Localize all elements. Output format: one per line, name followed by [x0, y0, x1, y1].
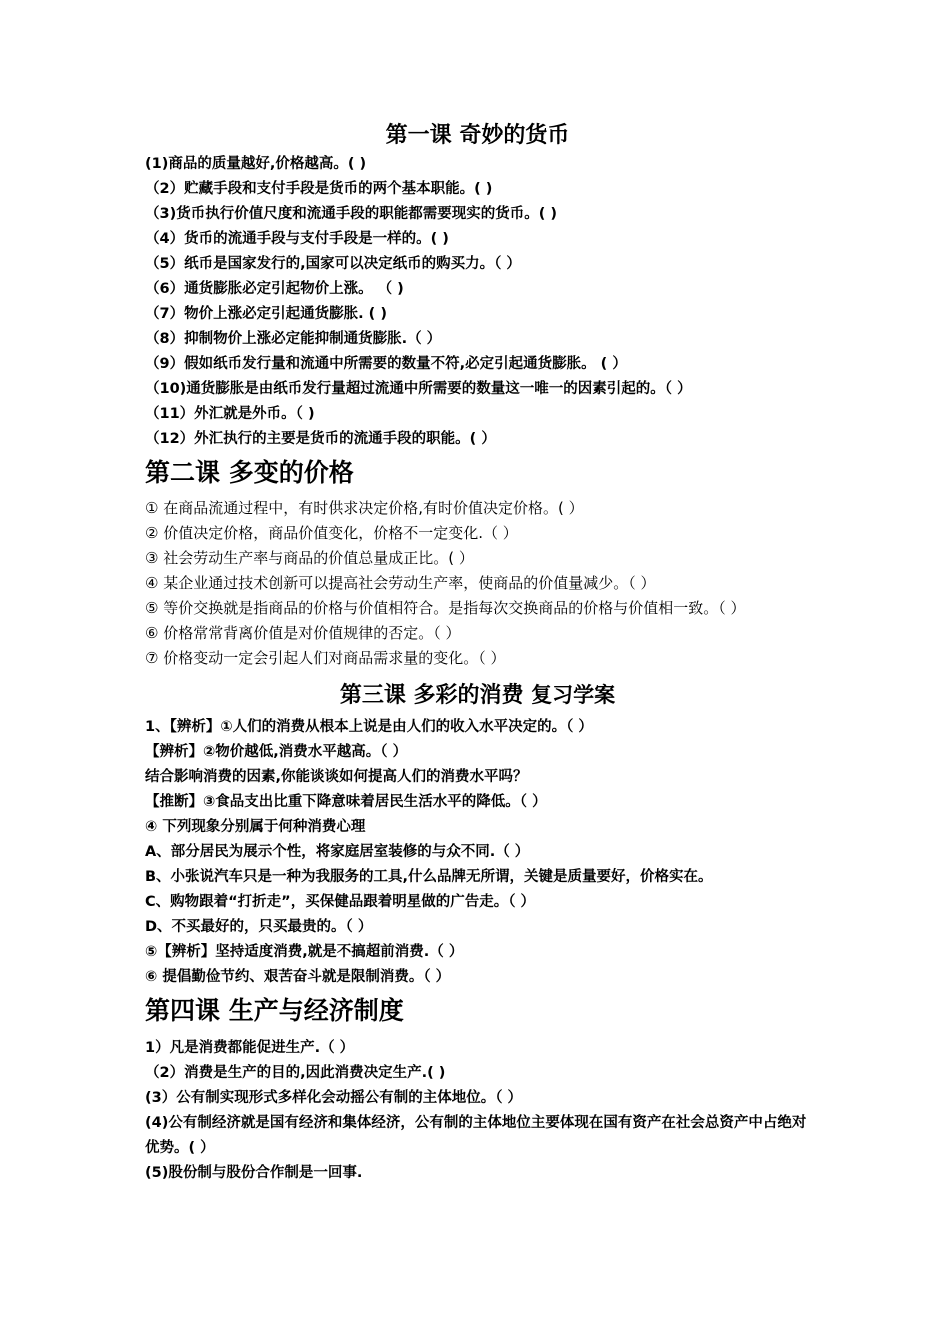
lesson3-title: 第三课 多彩的消费	[339, 683, 532, 708]
lesson3-item: D、不买最好的，只买最贵的。（ ）	[145, 919, 373, 935]
lesson1-item: （4）货币的流通手段与支付手段是一样的。( )	[145, 231, 449, 247]
lesson2-item: ① 在商品流通过程中，有时供求决定价格,有时价值决定价格。( ）	[145, 499, 584, 517]
lesson2-item: ③ 社会劳动生产率与商品的价值总量成正比。( ）	[145, 549, 474, 567]
lesson3-item: ⑥ 提倡勤俭节约、艰苦奋斗就是限制消费。（ ）	[145, 969, 451, 985]
lesson3-item: 【推断】③食品支出比重下降意味着居民生活水平的降低。（ ）	[145, 794, 547, 810]
lesson2-section	[145, 452, 810, 671]
lesson4-item: （2）消费是生产的目的,因此消费决定生产.( )	[145, 1065, 446, 1081]
lesson4-item: (5)股份制与股份合作制是一回事.	[145, 1165, 363, 1181]
lesson4-section	[145, 990, 810, 1186]
lesson4-title: 第四课 生产与经济制度	[145, 996, 404, 1025]
lesson3-item: 1、【辨析】①人们的消费从根本上说是由人们的收入水平决定的。（ ）	[145, 719, 593, 735]
lesson1-item: （6）通货膨胀必定引起物价上涨。 （ )	[145, 281, 404, 297]
lesson1-item: （10)通货膨胀是由纸币发行量超过流通中所需要的数量这一唯一的因素引起的。（ ）	[145, 381, 692, 397]
lesson3-item: 结合影响消费的因素,你能谈谈如何提高人们的消费水平吗？	[145, 769, 528, 785]
lesson1-item: （5）纸币是国家发行的,国家可以决定纸币的购买力。（ ）	[145, 256, 521, 272]
lesson3-section	[145, 675, 810, 990]
lesson1-item: (1)商品的质量越好,价格越高。( )	[145, 156, 367, 172]
lesson2-item: ② 价值决定价格，商品价值变化，价格不一定变化.（ ）	[145, 524, 518, 542]
lesson4-item: 1）凡是消费都能促进生产.（ ）	[145, 1040, 355, 1056]
lesson3-item: ⑤【辨析】坚持适度消费,就是不搞超前消费.（ ）	[145, 944, 464, 960]
document-content	[145, 120, 810, 1186]
lesson1-section	[145, 120, 810, 452]
lesson2-title: 第二课 多变的价格	[145, 458, 354, 487]
lesson2-item: ⑥ 价格常常背离价值是对价值规律的否定。（ ）	[145, 624, 461, 642]
lesson4-item: (3）公有制实现形式多样化会动摇公有制的主体地位。（ ）	[145, 1090, 523, 1106]
lesson1-item: （9）假如纸币发行量和流通中所需要的数量不符,必定引起通货膨胀。 ( ）	[145, 356, 627, 372]
lesson1-item: （2）贮藏手段和支付手段是货币的两个基本职能。( )	[145, 181, 493, 197]
lesson1-title: 第一课 奇妙的货币	[385, 123, 570, 148]
lesson3-item: C、购物跟着“打折走”，买保健品跟着明星做的广告走。（ ）	[145, 894, 535, 910]
lesson2-item: ⑦ 价格变动一定会引起人们对商品需求量的变化。（ ）	[145, 649, 506, 667]
lesson1-item: （8）抑制物价上涨必定能抑制通货膨胀.（ ）	[145, 331, 442, 347]
lesson1-item: （7）物价上涨必定引起通货膨胀. ( )	[145, 306, 387, 322]
lesson3-subtitle: 复习学案	[531, 683, 616, 707]
lesson3-item: ④ 下列现象分别属于何种消费心理	[145, 819, 366, 835]
lesson3-item: 【辨析】②物价越低,消费水平越高。（ ）	[145, 744, 408, 760]
lesson2-item: ④ 某企业通过技术创新可以提高社会劳动生产率，使商品的价值量减少。（ ）	[145, 574, 656, 592]
lesson1-item: （11）外汇就是外币。（ )	[145, 406, 315, 422]
lesson4-item: (4)公有制经济就是国有经济和集体经济，公有制的主体地位主要体现在国有资产在社会总资产中占绝对优势。( ）	[145, 1115, 807, 1156]
lesson2-item: ⑤ 等价交换就是指商品的价格与价值相符合。是指每次交换商品的价格与价值相一致。（ ）	[145, 599, 746, 617]
lesson3-item: A、部分居民为展示个性，将家庭居室装修的与众不同.（ ）	[145, 844, 530, 860]
lesson3-item: B、小张说汽车只是一种为我服务的工具,什么品牌无所谓，关键是质量要好，价格实在。	[145, 869, 713, 885]
lesson1-item: （3)货币执行价值尺度和流通手段的职能都需要现实的货币。( )	[145, 206, 558, 222]
lesson1-item: （12）外汇执行的主要是货币的流通手段的职能。( ）	[145, 431, 496, 447]
lesson3-title-row	[145, 675, 810, 715]
